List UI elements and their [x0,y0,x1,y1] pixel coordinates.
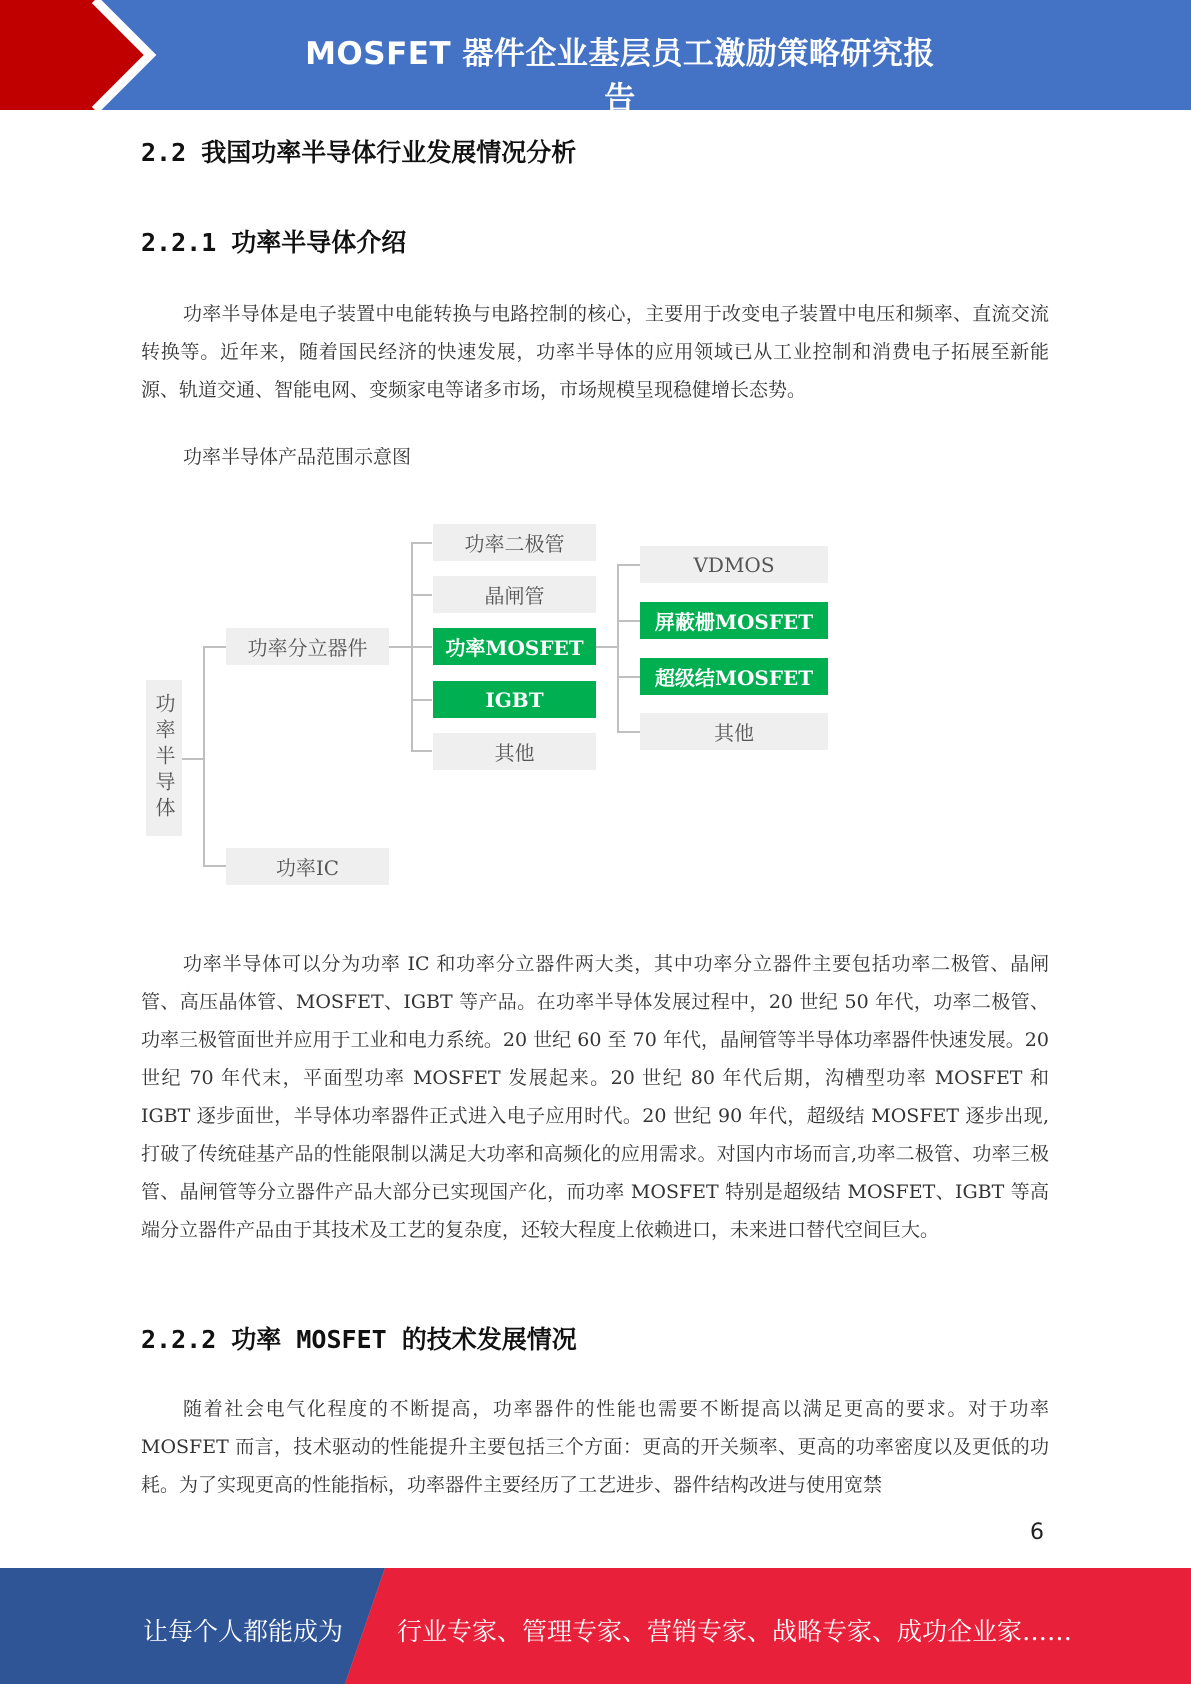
connector-line [411,542,413,751]
paragraph-intro: 功率半导体是电子装置中电能转换与电路控制的核心，主要用于改变电子装置中电压和频率、直流交流转换等。近年来，随着国民经济的快速发展，功率半导体的应用领域已从工业控制和消费电子拓展至新能源、轨道交通、智能电网、变频家电等诸多市场，市场规模呈现稳健增长态势。 [141,303,1049,401]
subsection-heading-1: 2.2.1 功率半导体介绍 [141,228,407,257]
diagram-node-diode: 功率二极管 [433,524,596,561]
page-footer [0,1568,1191,1684]
paragraph-classification: 功率半导体可以分为功率 IC 和功率分立器件两大类，其中功率分立器件主要包括功率二极管、晶闸管、高压晶体管、MOSFET、IGBT 等产品。在功率半导体发展过程中，20 世纪 50 年代，功率二极管、功率三极管面世并应用于工业和电力系统。20 世纪 60 至 70 年代，晶闸管等半导体功率器件快速发展。20 世纪 70 年代末，平面型功率 MOSFET 发展起来。20 世纪 80 年代后期，沟槽型功率 MOSFET 和 IGBT 逐步面世，半导体功率器件正式进入电子应用时代。20 世纪 90 年代，超级结 MOSFET 逐步出现,打破了传统硅基产品的性能限制以满足大功率和高频化的应用需求。对国内市场而言,功率二极管、功率三极管、晶闸管等分立器件产品大部分已实现国产化，而功率 MOSFET 特别是超级结 MOSFET、IGBT 等高端分立器件产品由于其技术及工艺的复杂度，还较大程度上依赖进口，未来进口替代空间巨大。 [141,953,1049,1241]
subsection-heading-2: 2.2.2 功率 MOSFET 的技术发展情况 [141,1325,577,1354]
diagram-node-discrete: 功率分立器件 [226,628,389,665]
connector-line [617,620,640,622]
diagram-node-power-mosfet: 功率MOSFET [433,628,596,665]
connector-line [203,646,205,866]
connector-line [411,542,432,544]
diagram-node-ic: 功率IC [226,848,389,885]
report-title: MOSFET 器件企业基层员工激励策略研究报告 [305,36,935,117]
diagram-node-other: 其他 [433,733,596,770]
connector-line [181,758,204,760]
connector-line [617,564,619,732]
diagram-node-vdmos: VDMOS [640,546,828,583]
page-number: 6 [1030,1520,1044,1545]
connector-line [411,594,432,596]
connector-line [411,750,432,752]
section-heading: 2.2 我国功率半导体行业发展情况分析 [141,138,577,167]
diagram-node-superjunction-mosfet: 超级结MOSFET [640,658,828,695]
diagram-root-node [146,680,182,836]
connector-line [203,865,226,867]
connector-line [203,646,226,648]
connector-line [617,731,640,733]
diagram-root-label: 功率半导体 [152,693,176,823]
diagram-node-mosfet-other: 其他 [640,713,828,750]
diagram-node-thyristor: 晶闸管 [433,576,596,613]
connector-line [411,699,432,701]
connector-line [411,646,432,648]
diagram-node-shielded-gate-mosfet: 屏蔽栅MOSFET [640,602,828,639]
figure-caption: 功率半导体产品范围示意图 [183,446,412,468]
connector-line [596,646,618,648]
paragraph-mosfet-tech: 随着社会电气化程度的不断提高，功率器件的性能也需要不断提高以满足更高的要求。对于功率 MOSFET 而言，技术驱动的性能提升主要包括三个方面：更高的开关频率、更高的功率密度以及更低的功耗。为了实现更高的性能指标，功率器件主要经历了工艺进步、器件结构改进与使用宽禁 [141,1398,1049,1496]
diagram-node-igbt: IGBT [433,681,596,718]
footer-slogan-right: 行业专家、管理专家、营销专家、战略专家、成功企业家…… [397,1617,1073,1646]
connector-line [617,676,640,678]
footer-slogan-left: 让每个人都能成为 [143,1617,344,1646]
connector-line [617,564,640,566]
connector-line [389,646,412,648]
page-header [0,0,1191,117]
